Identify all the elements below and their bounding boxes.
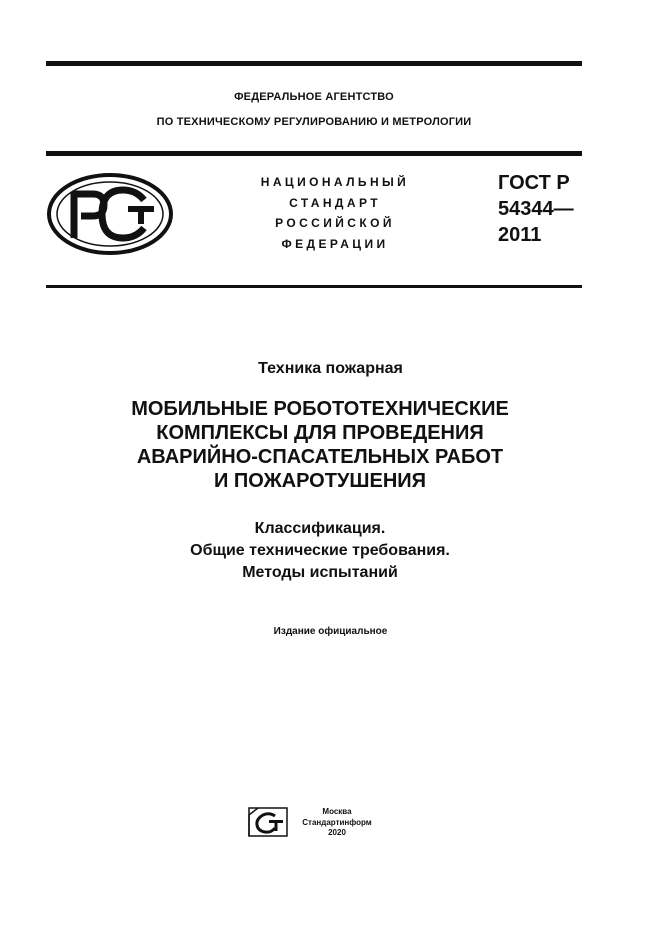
- title-line: И ПОЖАРОТУШЕНИЯ: [213, 470, 427, 492]
- agency-line-1: ФЕДЕРАЛЬНОЕ АГЕНТСТВО: [234, 91, 394, 103]
- header-bottom-rule: [46, 285, 582, 288]
- publisher-info: [296, 807, 378, 839]
- subtitle-line: Общие технические требования.: [190, 542, 450, 559]
- standard-type: [240, 172, 430, 254]
- standartinform-logo-icon: [248, 807, 288, 837]
- designation-line-2: 54344—: [498, 198, 574, 220]
- rst-mark-icon: [46, 172, 174, 256]
- title-line: МОБИЛЬНЫЕ РОБОТОТЕХНИЧЕСКИЕ: [131, 398, 509, 420]
- designation-line-3: 2011: [498, 224, 542, 246]
- agency-line-2: ПО ТЕХНИЧЕСКОМУ РЕГУЛИРОВАНИЮ И МЕТРОЛОГИИ: [156, 116, 472, 128]
- designation-line-1: ГОСТ Р: [498, 172, 570, 194]
- standard-type-line: ФЕДЕРАЦИИ: [281, 236, 389, 251]
- standard-type-line: РОССИЙСКОЙ: [275, 216, 395, 230]
- top-rule: [46, 61, 582, 66]
- document-subject: Техника пожарная: [258, 360, 403, 377]
- subtitle-line: Методы испытаний: [242, 564, 398, 581]
- publisher-year: 2020: [328, 828, 346, 837]
- standard-designation: [498, 170, 574, 248]
- title-line: КОМПЛЕКСЫ ДЛЯ ПРОВЕДЕНИЯ: [156, 422, 484, 444]
- publisher-city: Москва: [322, 807, 352, 816]
- document-subtitle: [60, 518, 580, 584]
- subtitle-line: Классификация.: [254, 520, 386, 537]
- standard-type-line: СТАНДАРТ: [289, 195, 381, 210]
- header-rule: [46, 151, 582, 156]
- standard-type-line: НАЦИОНАЛЬНЫЙ: [260, 175, 410, 189]
- document-title: [60, 397, 580, 493]
- edition-note: Издание официальное: [273, 626, 388, 637]
- publisher-name: Стандартинформ: [302, 817, 372, 827]
- title-line: АВАРИЙНО-СПАСАТЕЛЬНЫХ РАБОТ: [136, 446, 504, 468]
